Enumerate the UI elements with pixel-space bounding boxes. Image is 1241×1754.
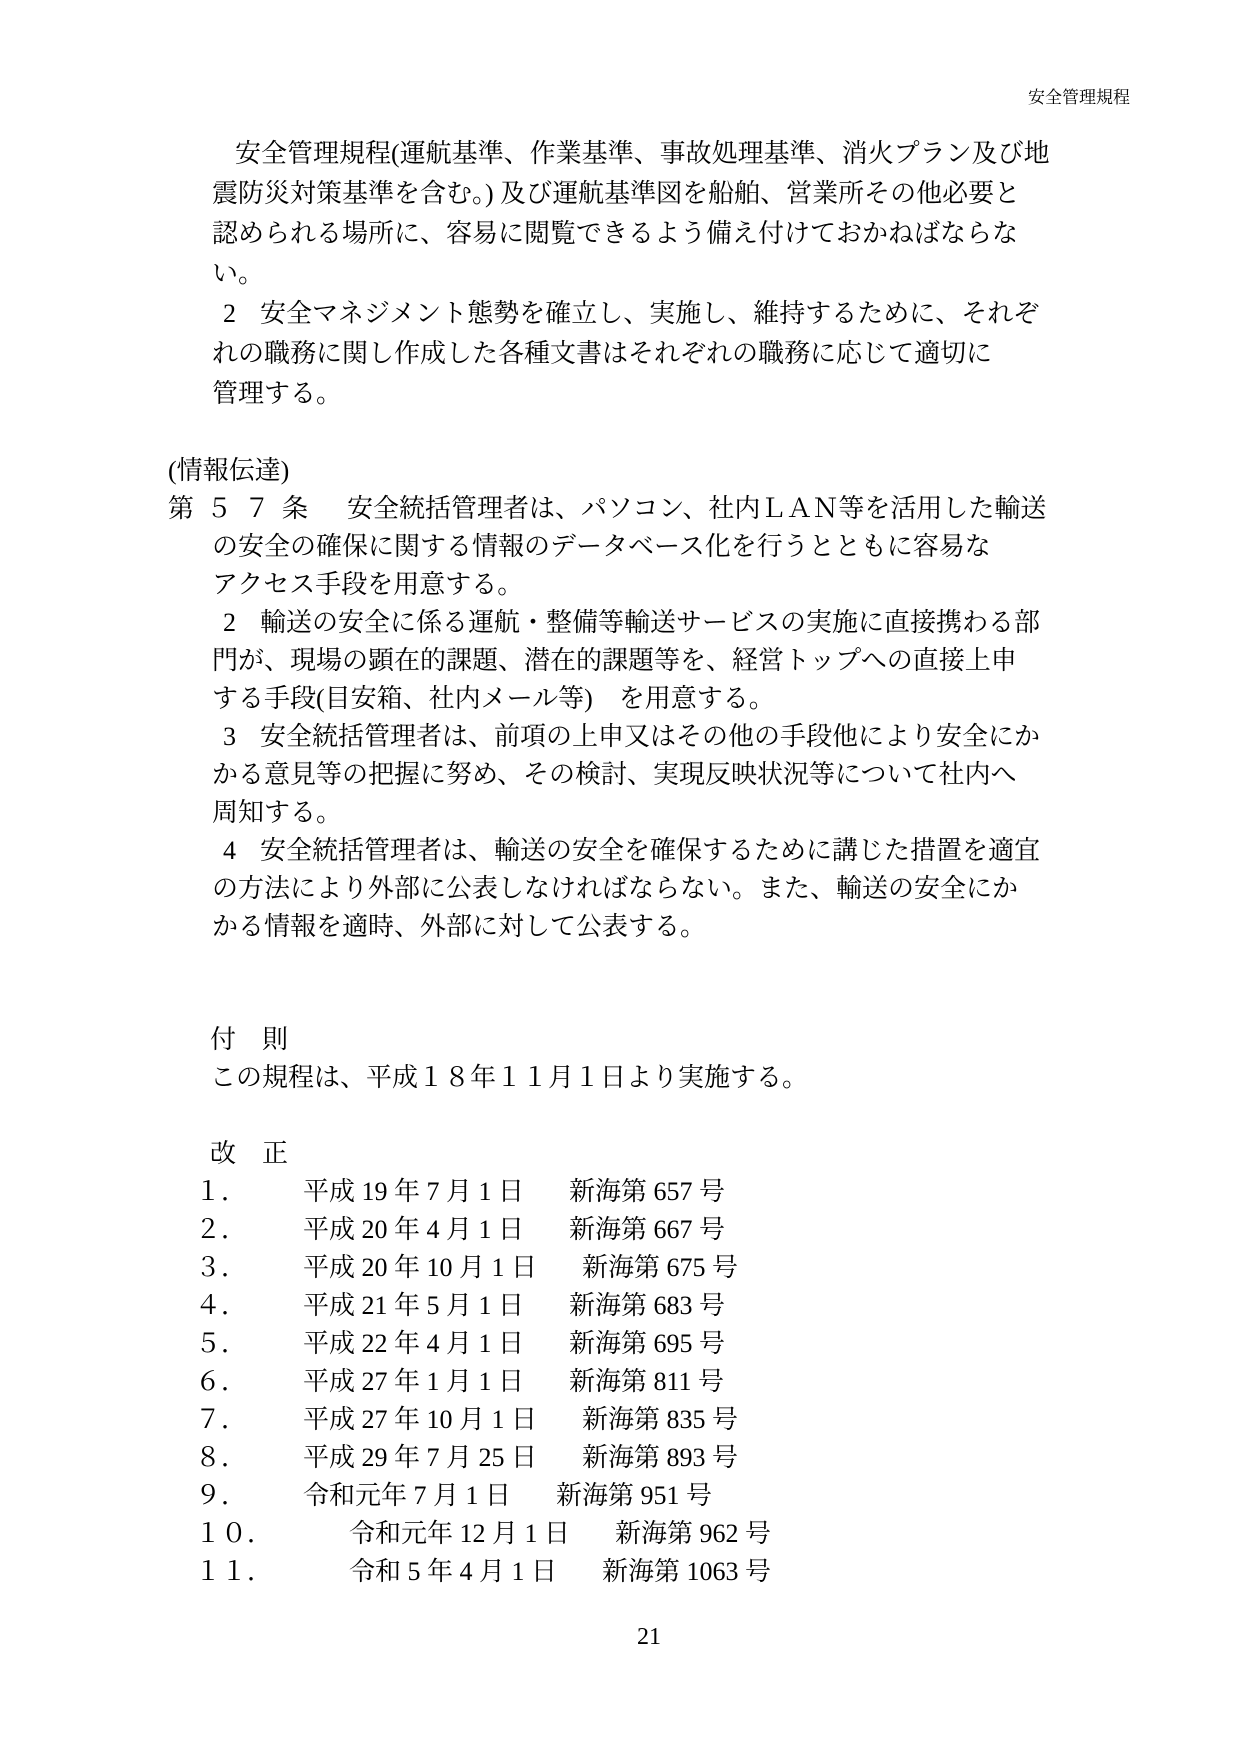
item-number: 2 — [223, 608, 236, 637]
amendment-row — [195, 1211, 1241, 1249]
section-heading: (情報伝達) — [168, 456, 290, 485]
spacer — [0, 414, 1241, 452]
amendment-gazette: 新海第 667 号 — [569, 1215, 726, 1244]
item-continuation-line: れの職務に関し作成した各種文書はそれぞれの職務に応じて適切に — [212, 339, 993, 368]
amendment-gazette: 新海第 657 号 — [569, 1177, 726, 1206]
item-continuation-line: 門が、現場の顕在的課題、潜在的課題等を、経営トップへの直接上申 — [212, 646, 1017, 675]
article-text: 安全統括管理者は、パソコン、社内ＬＡＮ等を活用した輸送 — [347, 494, 1047, 523]
amendment-gazette: 新海第 811 号 — [569, 1367, 725, 1396]
item-continuation-line: する手段(目安箱、社内メール等) を用意する。 — [212, 684, 775, 713]
amendment-no: ６． — [195, 1367, 248, 1396]
amendment-no: ２． — [195, 1215, 248, 1244]
carryover-line: い。 — [212, 259, 265, 288]
amendment-date: 令和 5 年 4 月 1 日 — [349, 1557, 558, 1586]
document-body — [0, 134, 1241, 1591]
item-continuation-line: かる意見等の把握に努め、その検討、実現反映状況等について社内へ — [212, 760, 1017, 789]
numbered-item-line — [223, 718, 1241, 756]
carryover-line: 震防災対策基準を含む。) 及び運航基準図を船舶、営業所その他必要と — [212, 179, 1021, 208]
item-text: 安全マネジメント態勢を確立し、実施し、維持するために、それぞ — [260, 299, 1040, 328]
amendment-row — [195, 1173, 1241, 1211]
amendment-date: 平成 29 年 7 月 25 日 — [303, 1443, 538, 1472]
amendment-no: ５． — [195, 1329, 248, 1358]
item-continuation-line: かる情報を適時、外部に対して公表する。 — [212, 912, 707, 941]
amendment-no: ３． — [195, 1253, 248, 1282]
amendment-row — [195, 1439, 1241, 1477]
article-continuation-line: アクセス手段を用意する。 — [212, 570, 524, 599]
numbered-item-line — [223, 294, 1241, 334]
amendment-no: ４． — [195, 1291, 248, 1320]
amendment-row — [195, 1477, 1241, 1515]
amendments-list — [0, 1173, 1241, 1591]
carryover-line: 安全管理規程(運航基準、作業基準、事故処理基準、消火プラン及び地 — [235, 139, 1050, 168]
appendix-title: 付 則 — [210, 1025, 289, 1054]
amendment-gazette: 新海第 835 号 — [582, 1405, 739, 1434]
amendment-row — [195, 1249, 1241, 1287]
amendment-row — [195, 1515, 1241, 1553]
item-text: 輸送の安全に係る運航・整備等輸送サービスの実施に直接携わる部 — [260, 608, 1041, 637]
amendment-no: ９． — [195, 1481, 248, 1510]
numbered-item-line — [223, 604, 1241, 642]
article-continuation-line: の安全の確保に関する情報のデータベース化を行うとともに容易な — [212, 532, 991, 561]
amendment-date: 令和元年 12 月 1 日 — [349, 1519, 571, 1548]
amendment-date: 平成 22 年 4 月 1 日 — [303, 1329, 525, 1358]
item-text: 安全統括管理者は、前項の上申又はその他の手段他により安全にか — [260, 722, 1041, 751]
amendment-no: ７． — [195, 1405, 248, 1434]
item-number: 3 — [223, 722, 236, 751]
article-line — [168, 490, 1241, 528]
amendments-title: 改 正 — [210, 1139, 289, 1168]
amendment-row — [195, 1287, 1241, 1325]
amendment-date: 平成 20 年 4 月 1 日 — [303, 1215, 525, 1244]
article-number: 第５７条 — [168, 494, 321, 523]
amendment-gazette: 新海第 675 号 — [582, 1253, 739, 1282]
item-number: 4 — [223, 836, 236, 865]
amendment-row — [195, 1401, 1241, 1439]
page-number: 21 — [637, 1624, 661, 1650]
item-text: 安全統括管理者は、輸送の安全を確保するために講じた措置を適宜 — [260, 836, 1041, 865]
spacer — [0, 1097, 1241, 1135]
amendment-date: 平成 20 年 10 月 1 日 — [303, 1253, 538, 1282]
amendment-no: ８． — [195, 1443, 248, 1472]
amendment-date: 令和元年 7 月 1 日 — [303, 1481, 512, 1510]
amendment-gazette: 新海第 951 号 — [556, 1481, 713, 1510]
amendment-no: １０． — [195, 1519, 274, 1548]
amendment-gazette: 新海第 683 号 — [569, 1291, 726, 1320]
amendment-no: １１． — [195, 1557, 274, 1586]
amendment-gazette: 新海第 1063 号 — [602, 1557, 772, 1586]
amendment-date: 平成 21 年 5 月 1 日 — [303, 1291, 525, 1320]
spacer — [0, 946, 1241, 1021]
amendment-date: 平成 19 年 7 月 1 日 — [303, 1177, 525, 1206]
amendment-gazette: 新海第 695 号 — [569, 1329, 726, 1358]
amendment-row — [195, 1325, 1241, 1363]
amendment-row — [195, 1553, 1241, 1591]
amendment-date: 平成 27 年 10 月 1 日 — [303, 1405, 538, 1434]
item-number: 2 — [223, 299, 236, 328]
amendment-gazette: 新海第 893 号 — [582, 1443, 739, 1472]
appendix-text: この規程は、平成１８年１１月１日より実施する。 — [210, 1063, 809, 1092]
numbered-item-line — [223, 832, 1241, 870]
amendment-date: 平成 27 年 1 月 1 日 — [303, 1367, 525, 1396]
amendment-row — [195, 1363, 1241, 1401]
item-continuation-line: 管理する。 — [212, 379, 343, 408]
item-continuation-line: の方法により外部に公表しなければならない。また、輸送の安全にか — [212, 874, 1019, 903]
item-continuation-line: 周知する。 — [212, 798, 343, 827]
amendment-gazette: 新海第 962 号 — [615, 1519, 772, 1548]
amendment-no: １． — [195, 1177, 248, 1206]
carryover-line: 認められる場所に、容易に閲覧できるよう備え付けておかねばならな — [212, 219, 1019, 248]
page-header-title: 安全管理規程 — [1028, 88, 1130, 107]
